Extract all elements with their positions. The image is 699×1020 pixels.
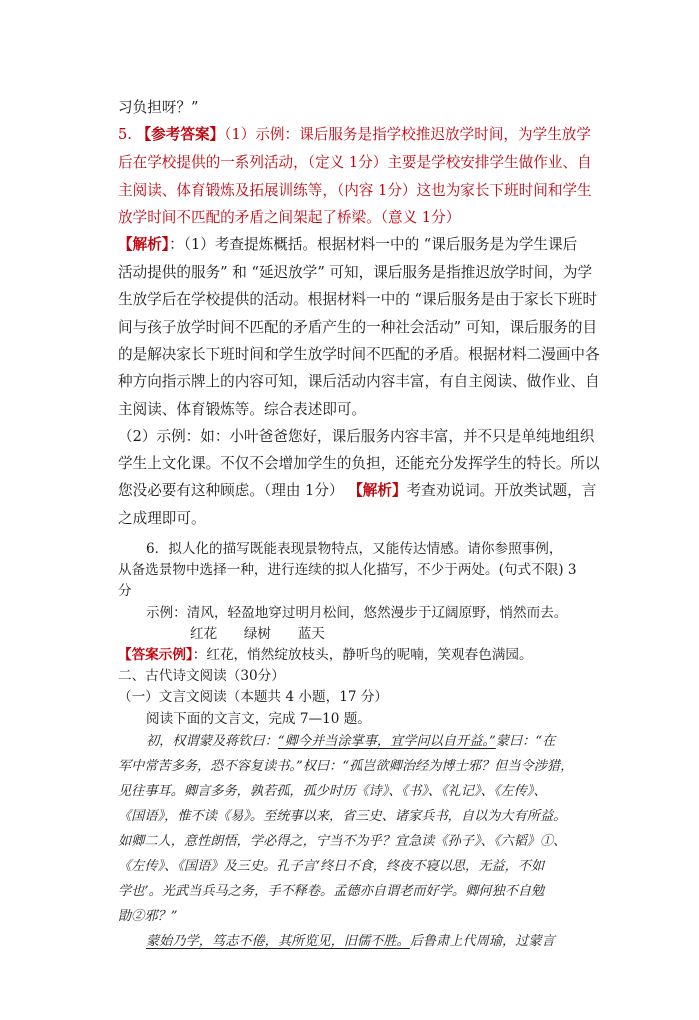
classical-text-line xyxy=(146,930,555,949)
answer-text: 放学时间不匹配的矛盾之间架起了桥梁。（意义 1分） xyxy=(118,209,461,226)
subsection-heading: （一）文言文阅读（本题共 4 小题，17 分） xyxy=(118,689,389,705)
answer-text: （1）示例：课后服务是指学校推迟放学时间，为学生放学 xyxy=(224,126,591,143)
analysis-text: 您没必要有这种顾虑。（理由 1分） xyxy=(118,482,344,499)
analysis-text: 种方向指示牌上的内容可知，课后活动内容丰富，有自主阅读、做作业、自 xyxy=(118,373,600,390)
answer-example-tag: 【答案示例】 xyxy=(118,647,193,663)
classical-text-line: 学也’。光武当兵马之务，手不释卷。孟德亦自谓老而好学。卿何独不自勉 xyxy=(118,884,545,899)
answer-text: 后在学校提供的一系列活动，（定义 1分）主要是学校安排学生做作业、自 xyxy=(118,154,592,171)
answer-5-line xyxy=(118,123,591,144)
underlined-sentence: 蒙始乃学，笃志不倦，其所览见，旧儒不胜。 xyxy=(146,934,410,949)
analysis-line xyxy=(118,479,596,500)
classical-text: 后鲁肃上代周瑜，过蒙言 xyxy=(409,934,555,949)
question-6-prompt: 6．拟人化的描写既能表现景物特点，又能传达情感。请你参照事例， xyxy=(146,541,563,557)
option-item: 蓝天 xyxy=(297,626,325,642)
question-6-prompt: 分 xyxy=(118,583,132,599)
text-line: 习负担呀？” xyxy=(118,99,199,116)
answer-example-line xyxy=(118,643,533,663)
classical-text-line xyxy=(146,730,555,749)
analysis-line xyxy=(118,233,577,254)
analysis-text: 考查劝说词。开放类试题，言 xyxy=(406,482,597,499)
analysis-text: 活动提供的服务” 和 “延迟放学” 可知，课后服务是指推迟放学时间，为学 xyxy=(118,264,593,281)
answer-text: 主阅读、体育锻炼及拓展训练等，（内容 1分）这也为家长下班时间和学生 xyxy=(118,182,592,199)
analysis-text: 之成理即可。 xyxy=(118,510,206,527)
option-item: 红花 xyxy=(190,626,218,642)
section-heading: 二、古代诗文阅读（30分） xyxy=(118,668,285,684)
classical-text-line: 《左传》、《国语》及三史。孔子言‘终日不食，终夜不寝以思，无益，不如 xyxy=(118,859,545,874)
instruction-line: 阅读下面的文言文，完成 7—10 题。 xyxy=(146,711,371,727)
classical-text-line: 军中常苦多务，恐不容复读书。”权曰：“孤岂欲卿治经为博士邪？但当令涉猎， xyxy=(118,759,574,774)
example-line: 示例：清风，轻盈地穿过明月松间，悠然漫步于辽阔原野，悄然而去。 xyxy=(146,605,568,621)
analysis-text: 间与孩子放学时间不匹配的矛盾产生的一种社会活动” 可知，课后服务的目 xyxy=(118,319,598,336)
classical-text-line: 见往事耳。卿言多务，孰若孤，孤少时历《诗》、《书》、《礼记》、《左传》、 xyxy=(118,784,547,799)
question-6-prompt: 从备选景物中选择一种，进行连续的拟人化描写，不少于两处。(句式不限) 3 xyxy=(118,562,577,578)
classical-text-line: 勖②邪？” xyxy=(118,909,178,924)
analysis-text: 生放学后在学校提供的活动。根据材料一中的 “课后服务是由于家长下班时 xyxy=(118,291,598,308)
option-item: 绿树 xyxy=(243,626,272,642)
underlined-sentence: “卿今并当涂掌事，宜学问以自开益。” xyxy=(277,734,496,749)
analysis-text: 主阅读、体育锻炼等。综合表述即可。 xyxy=(118,401,367,418)
reference-answer-tag: 【参考答案】 xyxy=(136,126,225,143)
analysis-text: 的是解决家长下班时间和学生放学时间不匹配的矛盾。根据材料二漫画中各 xyxy=(118,346,600,363)
option-list xyxy=(190,622,325,642)
classical-text: 初，权谓蒙及蒋钦曰： xyxy=(146,734,278,749)
question-number: 5. xyxy=(118,126,132,143)
classical-text-line: 如卿二人，意性朗悟，学必得之，宁当不为乎？宜急读《孙子》、《六韬》①、 xyxy=(118,834,567,849)
analysis-text: 学生上文化课。不仅不会增加学生的负担，还能充分发挥学生的特长。所以 xyxy=(118,455,600,472)
analysis-text: （2）示例：如：小叶爸爸您好，课后服务内容丰富，并不只是单纯地组织 xyxy=(118,428,595,445)
analysis-text: ：（1）考查提炼概括。根据材料一中的 “课后服务是为学生课后 xyxy=(169,236,578,253)
analysis-tag: 【解析】 xyxy=(348,482,407,499)
analysis-tag: 【解析】 xyxy=(118,236,170,253)
classical-text: 蒙曰：“在 xyxy=(495,734,556,749)
classical-text-line: 《国语》，惟不读《易》。至统事以来，省三史、诸家兵书，自以为大有所益。 xyxy=(118,809,567,824)
answer-example-text: ：红花，悄然绽放枝头，静听鸟的呢喃，笑观春色满园。 xyxy=(192,647,533,663)
